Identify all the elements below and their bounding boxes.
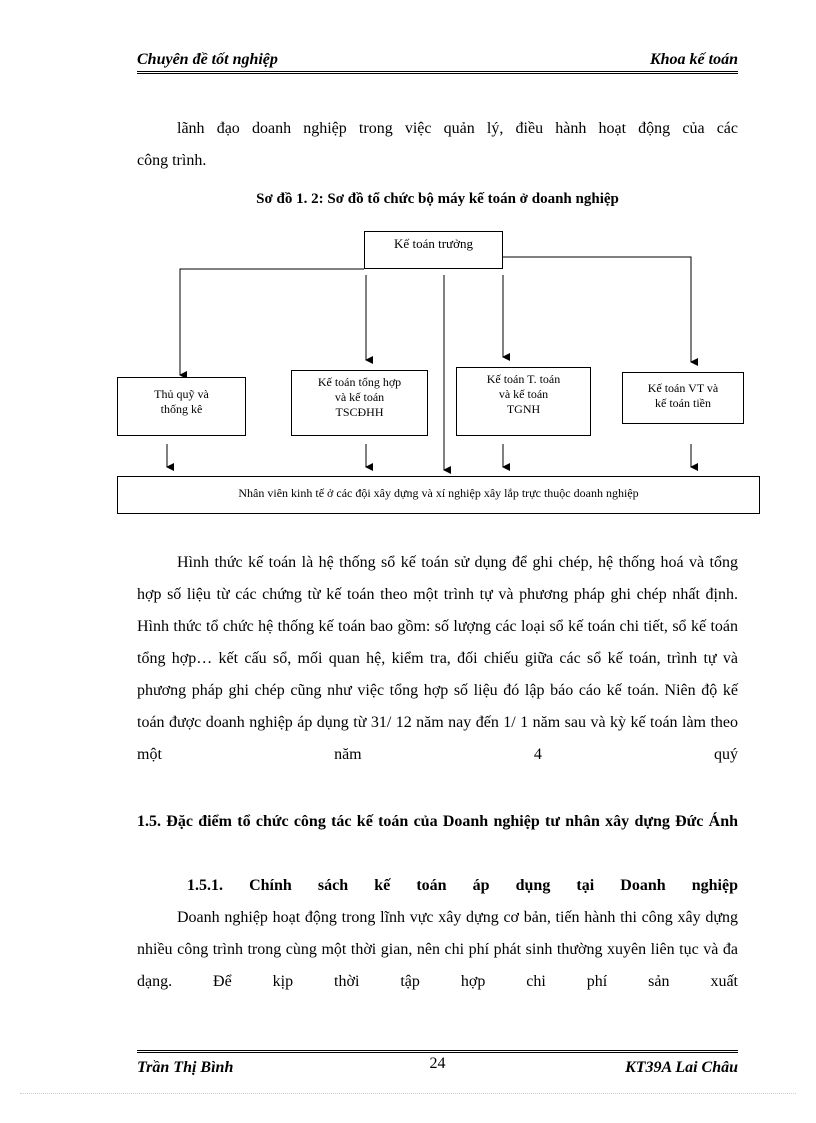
connector-top-to-thu-quy [180,269,364,375]
node-thanh-toan [456,367,591,436]
intro-line-2: công trình. [137,152,207,169]
page-footer [137,1050,738,1081]
node-thu-quy [117,377,246,436]
heading-1-5: 1.5. Đặc điểm tổ chức công tác kế toán của Doanh nghiệp tư nhân xây dựng Đức Ánh [137,813,738,830]
node-thu-quy-line-1: Thủ quỹ và [154,387,209,401]
footer-class: KT39A Lai Châu [625,1059,738,1076]
node-vat-tu-line-2: kế toán tiền [655,396,711,410]
node-vat-tu-line-1: Kế toán VT và [647,381,719,395]
node-ke-toan-truong-label: Kế toán trưởng [394,236,473,251]
paragraph-doanh-nghiep: Doanh nghiệp hoạt động trong lĩnh vực xây dựng cơ bản, tiến hành thi công xây dựng nhiều công trình trong cùng một thời gian, nên chi phí phát sinh thường xuyên liên tục và đa dạng. Để kịp thời tập hợp chi phí sản xuất [137,909,738,990]
intro-line-1: lãnh đạo doanh nghiệp trong việc quản lý, điều hành hoạt động của các [177,120,738,137]
header-right: Khoa kế toán [649,51,738,68]
node-thanh-toan-line-3: TGNH [506,402,541,416]
node-tong-hop-line-2: và kế toán [334,390,385,404]
connector-top-to-vt [503,257,691,362]
header-left: Chuyên đề tốt nghiệp [137,51,278,68]
node-nhan-vien-label: Nhân viên kinh tế ở các đội xây dựng và xí nghiệp xây lắp trực thuộc doanh nghiệp [238,486,639,500]
paragraph-hinh-thuc: Hình thức kế toán là hệ thống sổ kế toán sử dụng để ghi chép, hệ thống hoá và tổng hợp số liệu từ các chứng từ kế toán theo một trình tự và phương pháp ghi chép nhất định. Hình thức tổ chức hệ thống kế toán bao gồm: số lượng các loại sổ kế toán chi tiết, sổ kế toán tổng hợp… kết cấu sổ, mối quan hệ, kiểm tra, đối chiếu giữa các sổ kế toán, trình tự và phương pháp ghi chép cũng như việc tổng hợp số liệu đó lập báo cáo kế toán. Niên độ kế toán được doanh nghiệp áp dụng từ 31/ 12 năm nay đến 1/ 1 năm sau và kỳ kế toán làm theo một năm 4 quý [137,554,738,763]
node-tong-hop-line-3: TSCĐHH [335,405,384,419]
diagram-caption: Sơ đồ 1. 2: Sơ đồ tổ chức bộ máy kế toán ở doanh nghiệp [256,191,619,207]
page-number: 24 [429,1055,446,1072]
page-bottom-border [20,1093,796,1094]
node-tong-hop-line-1: Kế toán tổng hợp [317,375,402,389]
node-ke-toan-truong [364,231,503,269]
heading-1-5-1: 1.5.1. Chính sách kế toán áp dụng tại Doanh nghiệp [187,877,738,894]
node-thanh-toan-line-1: Kế toán T. toán [486,372,561,386]
node-thu-quy-line-2: thống kê [160,402,203,416]
node-vat-tu [622,372,744,424]
node-tong-hop [291,370,428,436]
node-nhan-vien [117,476,760,514]
node-thanh-toan-line-2: và kế toán [498,387,549,401]
footer-author: Trần Thị Bình [137,1059,234,1076]
